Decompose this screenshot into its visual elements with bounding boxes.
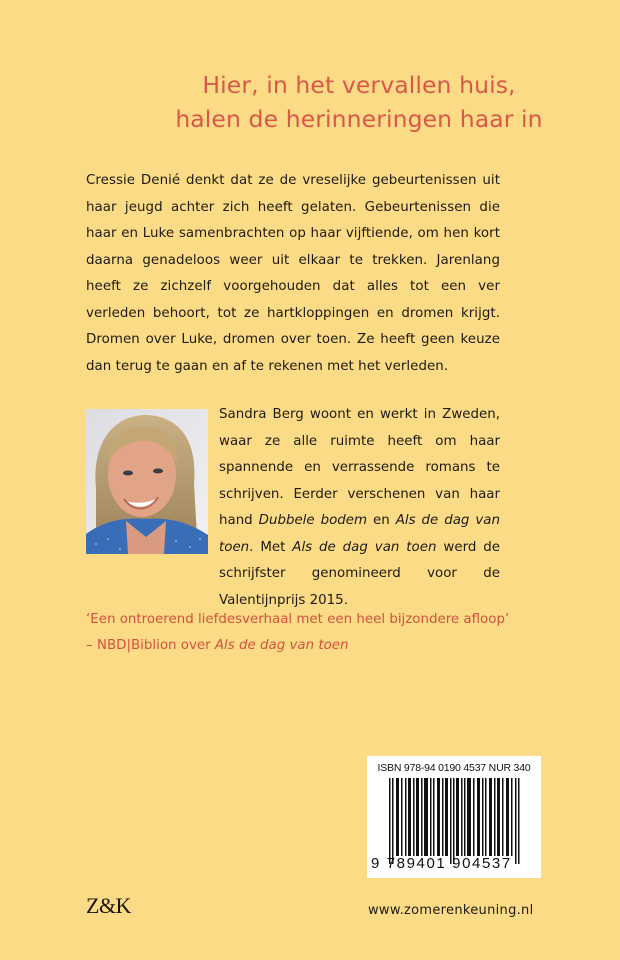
isbn-barcode [367, 756, 541, 878]
review-text: ‘Een ontroerend liefdesverhaal met een heel bijzondere afloop’ [86, 612, 510, 627]
review-source-title: Als de dag van toen [214, 638, 349, 653]
tagline-line-1: Hier, in het vervallen huis, [202, 71, 516, 99]
book-title: Dubbele bodem [258, 513, 368, 528]
bio-text-part: Sandra Berg woont en werkt in Zweden, waar ze alle ruimte heeft om haar spannende en verrassende romans te schrijven. Eerder verschenen van haar hand [219, 407, 500, 528]
barcode-icon [389, 778, 521, 864]
review-quote [86, 607, 586, 659]
barcode-digits: 9 789401 904537 [371, 855, 512, 872]
tagline [0, 68, 620, 136]
book-title: Als de dag van toen [219, 513, 501, 555]
review-source-name: – NBD|Biblion over [86, 638, 215, 653]
publisher-website[interactable]: www.zomerenkeuning.nl [368, 903, 534, 918]
author-bio-text [219, 402, 500, 614]
book-blurb [86, 168, 500, 380]
publisher-logo: Z&K [86, 893, 131, 918]
bio-text-part: en [367, 513, 396, 528]
book-title: Als de dag van toen [292, 539, 437, 555]
author-portrait-icon [86, 409, 208, 554]
blurb-text: Cressie Denié denkt dat ze de vreselijke gebeurtenissen uit haar jeugd achter zich heeft gelaten. Gebeurtenissen die haar en Luke samenbrachten op haar vijftiende, om hen kort daarna genadeloos weer uit elkaar te trekken. Jarenlang heeft ze zichzelf voorgehouden dat alles tot een ver verleden behoort, tot ze hartkloppingen en dromen krijgt. Dromen over Luke, dromen over toen. Ze heeft geen keuze dan terug te gaan en af te rekenen met het verleden. [86, 173, 500, 374]
author-bio [219, 402, 500, 614]
bio-text-part: werd de schrijfster genomineerd voor de Valentijnprijs 2015. [219, 539, 500, 608]
isbn-caption: ISBN 978-94 0190 4537 NUR 340 [377, 762, 531, 774]
tagline-line-2: halen de herinneringen haar in [175, 105, 543, 133]
review-source [86, 633, 586, 659]
author-photo [86, 409, 208, 554]
bio-text-part: . Met [249, 539, 293, 555]
